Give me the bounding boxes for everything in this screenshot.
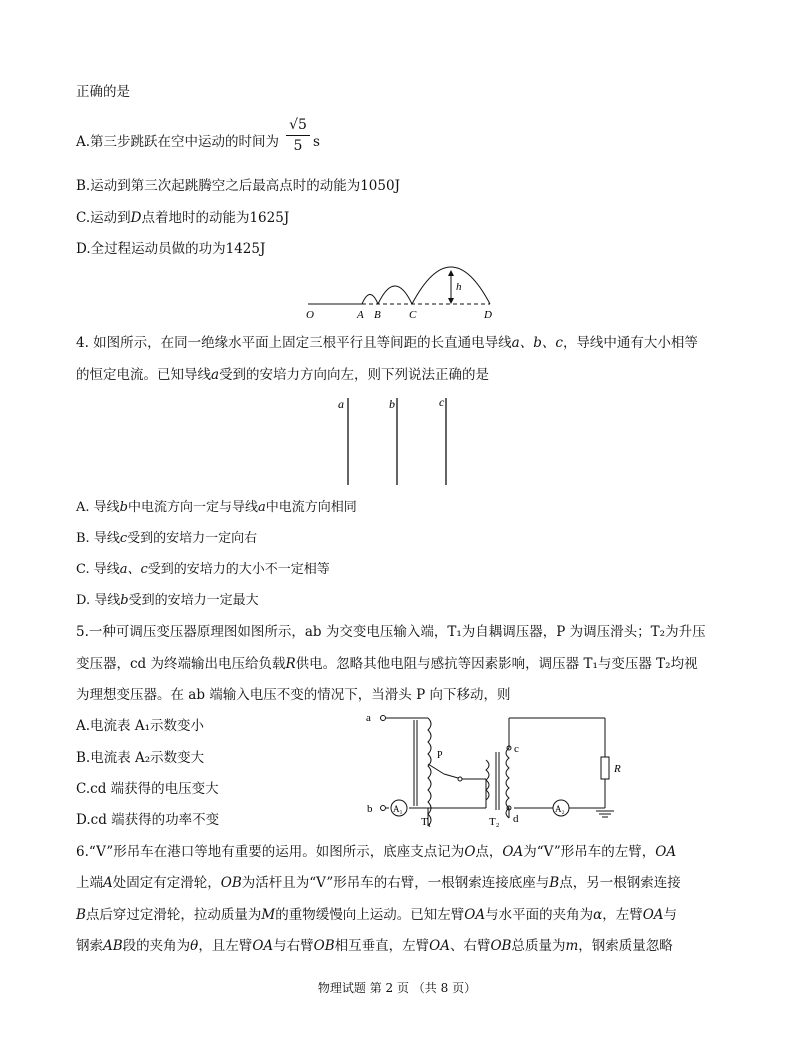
label-r: R <box>614 763 621 775</box>
q6-stem-line1 <box>76 843 676 861</box>
terminal-a <box>381 716 386 721</box>
text-span: 受到的安培力方向向左，则下列说法正确的是 <box>219 367 490 383</box>
text-span: 为活杆且为“V”形吊车的右臂，一根钢索连接底座与 <box>241 875 550 891</box>
label-t1: T₁ <box>421 816 432 828</box>
var-span: OA <box>655 844 677 860</box>
label-t2: T₂ <box>489 816 500 828</box>
text-span: 中电流方向一定与导线 <box>127 500 258 515</box>
text-span: 变压器，cd 为终端输出电压给负载 <box>76 656 286 672</box>
var-span: B <box>76 907 86 923</box>
text-span: 钢索 <box>76 938 103 954</box>
text-span: 供电。忽略其他电阻与感抗等因素影响，调压器 T₁与变压器 T₂均视 <box>295 656 698 672</box>
resistor-r <box>601 757 609 779</box>
text-span: 的重物缓慢向上运动。已知左臂 <box>275 907 465 923</box>
text-span: D. 导线 <box>76 593 121 608</box>
label-d: d <box>513 813 519 825</box>
q6-stem-line4 <box>76 937 673 955</box>
slider-p-contact <box>458 777 462 781</box>
var-span: a、b、c <box>511 335 563 351</box>
label-o: O <box>306 309 314 321</box>
label-c: c <box>514 743 519 755</box>
slider-p-link <box>444 774 458 778</box>
text-span: 中电流方向相同 <box>265 500 357 515</box>
label-b: B <box>374 309 381 321</box>
wire-label-c: c <box>439 395 445 409</box>
text-span: 段的夹角为 <box>122 938 191 954</box>
fraction-denominator: 5 <box>293 138 303 154</box>
text-span: 受到的安培力一定向右 <box>127 531 258 546</box>
terminal-b <box>381 806 386 811</box>
text-span: 6.“V”形吊车在港口等地有重要的运用。如图所示，底座支点记为 <box>76 844 465 860</box>
label-a2: A₂ <box>555 804 565 814</box>
q5-option-c: C.cd 端获得的电压变大 <box>76 781 219 797</box>
text-span: 4. 如图所示，在同一绝缘水平面上固定三根平行且等间距的长直通电导线 <box>76 335 512 351</box>
text-span: ，左臂 <box>602 907 643 923</box>
var-span: B <box>549 875 560 891</box>
fraction-numerator: √5 <box>289 117 307 133</box>
label-b: b <box>367 803 373 815</box>
q3-option-a-unit: s <box>313 134 320 150</box>
wire-label-a: a <box>338 397 344 411</box>
text-span: ，导线中通有大小相等 <box>562 335 698 351</box>
var-span: α <box>593 907 603 923</box>
var-span: OB <box>220 875 242 891</box>
text-span: 受到的安培力一定最大 <box>128 593 259 608</box>
text-span: 相互垂直，左臂 <box>334 938 430 954</box>
var-span: a <box>211 367 220 383</box>
text-span: 点着地时的动能为1625J <box>141 210 290 226</box>
text-span: ，且左臂 <box>198 938 253 954</box>
text-span: 受到的安培力的大小不一定相等 <box>147 562 330 577</box>
var-span: O <box>464 844 476 860</box>
q6-stem-line2 <box>76 874 681 892</box>
var-span: a <box>258 500 266 515</box>
var-span: m <box>565 938 579 954</box>
text-span: 、右臂 <box>449 938 491 954</box>
var-span: OB <box>490 938 512 954</box>
var-span: OA <box>642 907 664 923</box>
label-a: a <box>366 712 371 724</box>
var-span: b <box>120 593 129 608</box>
q6-stem-line3 <box>76 906 677 924</box>
text-span: 与 <box>663 907 678 923</box>
q3-option-a-text: A.第三步跳跃在空中运动的时间为 <box>76 134 280 150</box>
label-c: C <box>409 309 417 321</box>
q3-option-b: B.运动到第三次起跳腾空之后最高点时的动能为1050J <box>76 178 400 194</box>
label-p: P <box>437 750 443 761</box>
q5-option-d: D.cd 端获得的功率不变 <box>76 812 220 828</box>
var-span: A <box>103 875 113 891</box>
q5-stem-line1: 5.一种可调压变压器原理图如图所示，ab 为交变电压输入端，T₁为自耦调压器，P 为调压滑头；T₂为升压 <box>76 624 706 640</box>
text-span: A. 导线 <box>76 500 120 515</box>
var-span: OA <box>429 938 450 954</box>
var-span: OA <box>502 844 524 860</box>
text-span: 点， <box>475 844 503 860</box>
page-footer: 物理试题 第 2 页 （共 8 页） <box>317 981 477 995</box>
var-span: OB <box>313 938 335 954</box>
var-span: R <box>285 656 296 672</box>
wire-label-b: b <box>389 397 395 411</box>
label-h: h <box>456 281 462 293</box>
text-span: B. 导线 <box>76 531 120 546</box>
label-a: A <box>357 309 364 321</box>
var-span: θ <box>190 938 199 954</box>
text-span: 与水平面的夹角为 <box>485 907 594 923</box>
text-span: 与右臂 <box>273 938 314 954</box>
var-span: c <box>119 531 128 546</box>
text-span: C.运动到 <box>76 210 131 226</box>
var-span: b <box>119 500 128 515</box>
text-span: 上端 <box>76 875 103 891</box>
text-span: C. 导线 <box>76 562 120 577</box>
label-d: D <box>484 309 492 321</box>
text-span: 点，另一根钢索连接 <box>559 875 681 891</box>
text-span: 处固定有定滑轮， <box>112 875 221 891</box>
q5-option-a: A.电流表 A₁示数变小 <box>76 718 204 734</box>
text-span: 点后穿过定滑轮，拉动质量为 <box>85 907 262 923</box>
text-span: 为“V”形吊车的左臂， <box>523 844 656 860</box>
q5-option-b: B.电流表 A₂示数变大 <box>76 750 205 766</box>
q3-option-d: D.全过程运动员做的功为1425J <box>76 241 266 257</box>
var-span: OA <box>464 907 486 923</box>
var-span: a、c <box>119 562 148 577</box>
var-span: D <box>130 210 142 226</box>
var-span: OA <box>252 938 274 954</box>
var-span: M <box>261 907 276 923</box>
var-span: AB <box>103 938 123 954</box>
label-a1: A₁ <box>393 804 403 814</box>
text-span: ，钢索质量忽略 <box>578 938 673 954</box>
text-span: 总质量为 <box>511 938 566 954</box>
q5-stem-line3: 为理想变压器。在 ab 端输入电压不变的情况下，当滑头 P 向下移动，则 <box>76 687 511 703</box>
q3-stem-tail: 正确的是 <box>76 84 130 100</box>
text-span: 的恒定电流。已知导线 <box>76 367 211 383</box>
